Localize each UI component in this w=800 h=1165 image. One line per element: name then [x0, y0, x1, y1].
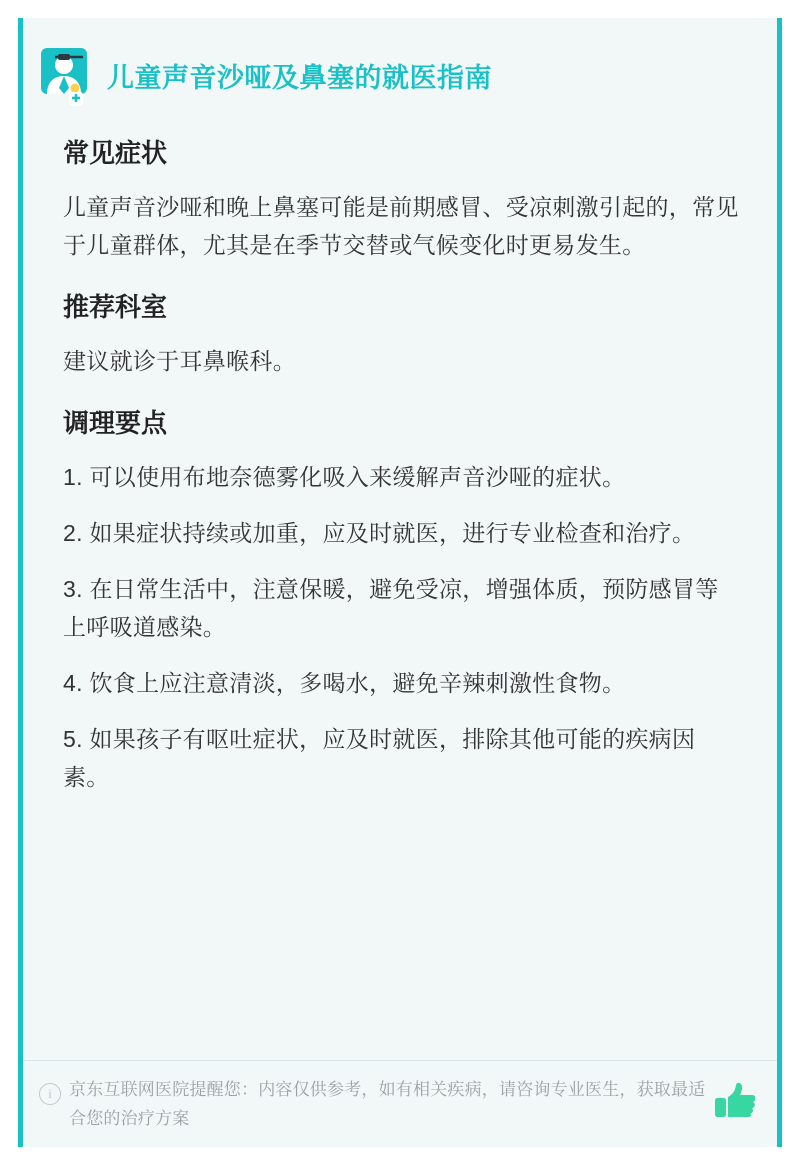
- section-text-department: 建议就诊于耳鼻喉科。: [63, 348, 296, 374]
- doctor-avatar-icon: [41, 48, 97, 110]
- thumbs-up-icon[interactable]: [713, 1081, 759, 1121]
- page-title: 儿童声音沙哑及鼻塞的就医指南: [107, 63, 492, 93]
- section-text-symptoms: 儿童声音沙哑和晚上鼻塞可能是前期感冒、受凉刺激引起的，常见于儿童群体，尤其是在季节交替或气候变化时更易发生。: [63, 194, 739, 258]
- guide-card: [18, 18, 782, 1147]
- section-heading-care-tips: 调理要点: [63, 408, 168, 438]
- list-item: 4. 饮食上应注意清淡，多喝水，避免辛辣刺激性食物。: [63, 670, 626, 696]
- list-item: 1. 可以使用布地奈德雾化吸入来缓解声音沙哑的症状。: [63, 464, 626, 490]
- section-heading-department: 推荐科室: [63, 292, 168, 322]
- list-item: 3. 在日常生活中，注意保暖，避免受凉，增强体质，预防感冒等上呼吸道感染。: [63, 576, 719, 640]
- info-circle-icon: i: [39, 1083, 61, 1105]
- list-item: 2. 如果症状持续或加重，应及时就医，进行专业检查和治疗。: [63, 520, 696, 546]
- care-tips-list: [63, 458, 739, 796]
- guide-content: [23, 110, 777, 796]
- section-heading-symptoms: 常见症状: [63, 138, 168, 168]
- disclaimer-text: 京东互联网医院提醒您：内容仅供参考，如有相关疾病，请咨询专业医生，获取最适合您的治疗方案: [69, 1080, 706, 1128]
- card-header: [23, 18, 777, 110]
- list-item: 5. 如果孩子有呕吐症状，应及时就医，排除其他可能的疾病因素。: [63, 726, 696, 790]
- footer-disclaimer-bar: [23, 1060, 777, 1147]
